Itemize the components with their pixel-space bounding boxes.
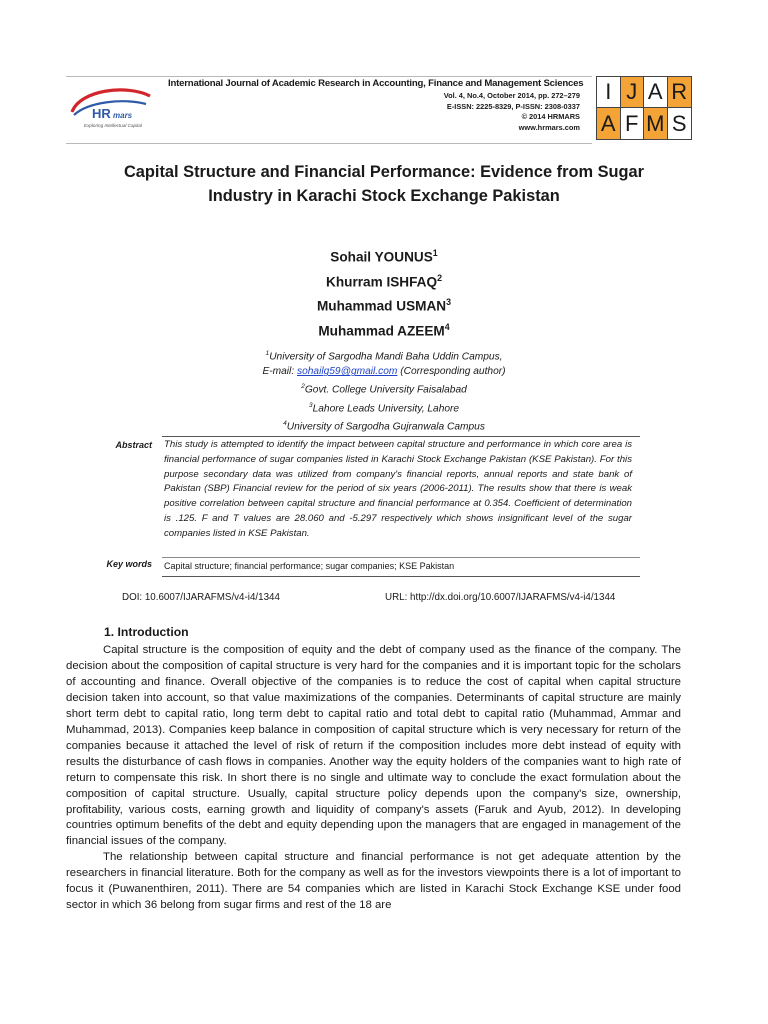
abstract-text: This study is attempted to identify the impact between capital structure and performance in which core area is financial performance of sugar companies listed in Karachi Stock Exchange Pakistan (KSE Pakistan). For this purpose secondary data was utilized from company's financial reports, annual reports and state bank of Pakistan (SBP) Financial review for the period of six years (2006-2011). The results show that there is weak positive correlation between capital structure and financial performance at 0.354. Coefficient of determination is .125. F and T values are 28.060 and -5.297 respectively which shows insignificant level of the sugar companies listed in KSE Pakistan. xyxy=(164,439,632,539)
badge-letter: S xyxy=(668,108,692,139)
author: Khurram ISHFAQ$^2$ xyxy=(326,272,442,290)
abstract-rule-mid xyxy=(162,557,640,558)
journal-website: www.hrmars.com xyxy=(518,122,580,132)
affiliation: $^1$University of Sargodha Mandi Baha Uddin Campus, xyxy=(265,350,503,363)
author: Muhammad USMAN$^3$ xyxy=(316,297,452,314)
ijarafms-badge xyxy=(596,76,692,140)
affiliation: $^4$University of Sargodha Gujranwala Campus xyxy=(283,420,485,433)
affiliation: $^3$Lahore Leads University, Lahore xyxy=(308,401,460,415)
paper-title-line: Capital Structure and Financial Performance: Evidence from Sugar xyxy=(123,163,645,181)
badge-letter: J xyxy=(621,77,645,108)
email-link[interactable]: sohailg59@gmail.com xyxy=(296,366,398,378)
abstract-rule-bottom xyxy=(162,576,640,577)
svg-text:mars: mars xyxy=(113,111,133,120)
journal-title: International Journal of Academic Research in Accounting, Finance and Management Sciences xyxy=(168,78,584,89)
svg-text:Exploring Intellectual Capital: Exploring Intellectual Capital xyxy=(84,123,142,128)
journal-volume: Vol. 4, No.4, October 2014, pp. 272–279 xyxy=(443,91,580,100)
section-heading: 1. Introduction xyxy=(104,625,189,639)
journal-issn: E-ISSN: 2225-8329, P-ISSN: 2308-0337 xyxy=(446,101,580,111)
author-list xyxy=(0,243,768,341)
doi-text: DOI: 10.6007/IJARAFMS/v4-i4/1344 xyxy=(122,592,280,603)
badge-letter: M xyxy=(644,108,668,139)
badge-letter: R xyxy=(668,77,692,108)
author: Sohail YOUNUS$^1$ xyxy=(330,248,438,265)
paper-title xyxy=(60,160,708,208)
journal-copyright: © 2014 HRMARS xyxy=(521,112,580,122)
url-link[interactable]: URL: http://dx.doi.org/10.6007/IJARAFMS/v4-i4/1344 xyxy=(385,592,616,603)
paper-title-line: Industry in Karachi Stock Exchange Pakistan xyxy=(208,187,560,205)
affiliation-email: E-mail: sohailg59@gmail.com (Corresponding author) xyxy=(262,366,506,378)
badge-letter: I xyxy=(597,77,621,108)
introduction-body xyxy=(66,643,681,914)
badge-letter: F xyxy=(621,108,645,139)
abstract-rule-top xyxy=(162,436,640,437)
keywords-label: Key words xyxy=(106,559,152,569)
svg-text:HR: HR xyxy=(92,106,111,121)
abstract-label: Abstract xyxy=(115,440,152,450)
affiliation: $^2$Govt. College University Faisalabad xyxy=(301,383,467,396)
affiliations xyxy=(0,346,768,435)
author: Muhammad AZEEM$^4$ xyxy=(318,321,450,339)
badge-letter: A xyxy=(597,108,621,139)
paragraph: Capital structure is the composition of equity and the debt of company used as the finance of the company. The decision about the composition of capital structure is very hard for the companies and it is important topic for the scholars of accounting and finance. Overall objective of the companies is to reduce the cost of capital when capital structure decision taken into account, so that value maximizations of the companies. Determinants of capital structure are mainly short term debt to capital ratio, long term debt to capital ratio and total debt to capital ratio (Muhammad, Ammar and Muhammad, 2013). Companies keep balance in composition of capital structure which is very necessary for return of the companies because it attached the level of risk of return if the composition includes more debt instead of equity with results the disturbance of cash flows in companies. Another way the equity holders of the companies want to high rate of return to compensate this risk. In short there is no single and ultimate way to conclude the exact formulation about the composition of capital structure. Usually, capital structure policy depends upon the company's size, ownership, profitability, various costs, earning growth and liquidity of company's assets (Faruk and Ayub, 2012). In developing countries optimum benefits of the debt and equity depending upon the managers that are engaged in management of the financial issues of the company. xyxy=(66,644,681,848)
journal-meta xyxy=(444,91,580,133)
paragraph: The relationship between capital structure and financial performance is not get adequate attention by the researchers in financial literature. Both for the company as well as for the investors viewpoints there is a lot of important to focus it (Puwanenthiren, 2011). There are 54 companies which are listed in Karachi Stock Exchange KSE under food sector in which 36 belong from sugar firms and rest of the 18 are xyxy=(66,851,681,912)
hrmars-logo xyxy=(66,82,164,136)
badge-letter: A xyxy=(644,77,668,108)
keywords-text: Capital structure; financial performance; sugar companies; KSE Pakistan xyxy=(164,561,455,571)
